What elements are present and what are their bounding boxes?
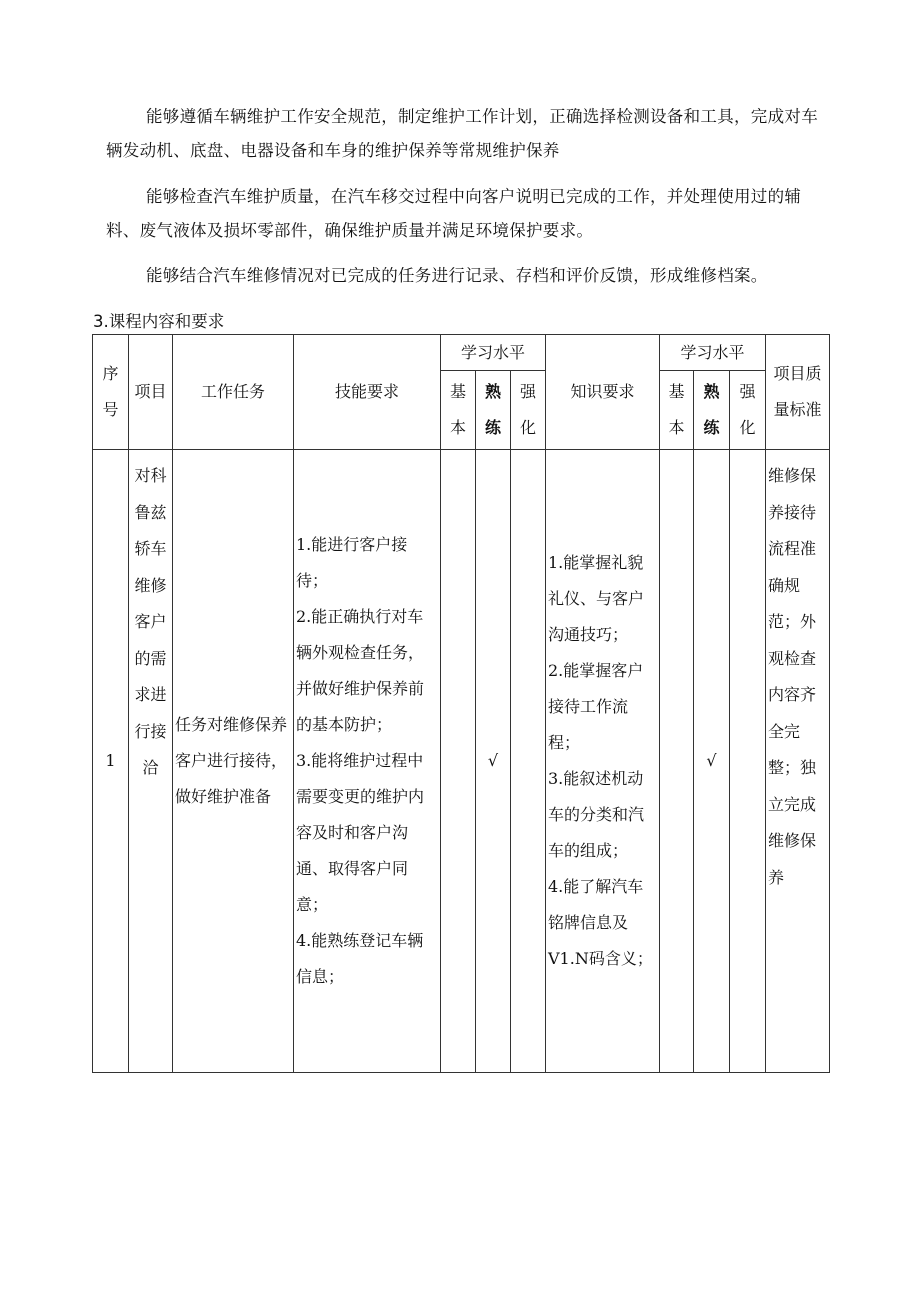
row-knowledge-basic: [660, 450, 694, 1073]
section-title: 3.课程内容和要求: [93, 312, 225, 331]
row-seq: 1: [93, 450, 129, 1073]
header-strengthen: 强化: [511, 371, 546, 450]
header-skilled: 熟练: [476, 371, 511, 450]
row-skill-strengthen: [511, 450, 546, 1073]
row-task: 任务对维修保养客户进行接待，做好维护准备: [173, 450, 294, 1073]
table-row: [93, 450, 830, 1073]
table-header-row: [93, 335, 830, 371]
row-knowledge: 1.能掌握礼貌礼仪、与客户沟通技巧； 2.能掌握客户接待工作流程； 3.能叙述机动车的分类和汽车的组成； 4.能了解汽车铭牌信息及V1.N码含义；: [546, 450, 660, 1073]
header-learning-level-knowledge: 学习水平: [660, 335, 766, 371]
header-basic-2: 基本: [660, 371, 694, 450]
row-knowledge-strengthen: [730, 450, 766, 1073]
row-skill-skilled: √: [476, 450, 511, 1073]
paragraph-record-archive: 能够结合汽车维修情况对已完成的任务进行记录、存档和评价反馈，形成维修档案。: [146, 266, 768, 285]
row-knowledge-skilled: √: [694, 450, 730, 1073]
row-skill-basic: [441, 450, 476, 1073]
header-strengthen-2: 强化: [730, 371, 766, 450]
row-skill: 1.能进行客户接待； 2.能正确执行对车辆外观检查任务，并做好维护保养前的基本防护； 3.能将维护过程中需要变更的维护内容及时和客户沟通、取得客户同意； 4.能熟练登记车辆信息；: [294, 450, 441, 1073]
course-content-table: [92, 334, 830, 1073]
header-seq: 序号: [93, 335, 129, 450]
header-skilled-2: 熟练: [694, 371, 730, 450]
header-learning-level-skill: 学习水平: [441, 335, 546, 371]
header-quality: 项目质量标准: [766, 335, 830, 450]
header-basic: 基本: [441, 371, 476, 450]
paragraph-quality-check: 能够检查汽车维护质量，在汽车移交过程中向客户说明已完成的工作，并处理使用过的辅料、废气液体及损坏零部件，确保维护质量并满足环境保护要求。: [106, 187, 802, 240]
paragraph-maintenance-execution: 能够遵循车辆维护工作安全规范，制定维护工作计划，正确选择检测设备和工具，完成对车辆发动机、底盘、电器设备和车身的维护保养等常规维护保养: [106, 107, 818, 160]
header-knowledge: 知识要求: [546, 335, 660, 450]
header-project: 项目: [129, 335, 173, 450]
row-quality: 维修保养接待流程准确规范；外观检查内容齐全完整；独立完成维修保养: [766, 450, 830, 1073]
row-project: 对科鲁兹轿车维修客户的需求进行接洽: [129, 450, 173, 1073]
header-task: 工作任务: [173, 335, 294, 450]
header-skill: 技能要求: [294, 335, 441, 450]
